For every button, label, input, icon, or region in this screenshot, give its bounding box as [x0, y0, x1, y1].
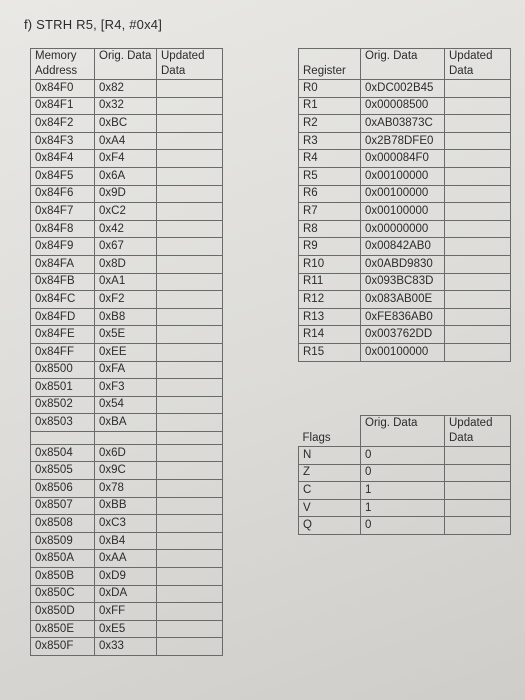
- orig-data-cell: 0x42: [95, 220, 157, 238]
- updated-data-cell[interactable]: [445, 291, 511, 309]
- orig-data-cell: 0xB8: [95, 308, 157, 326]
- table-row: [299, 150, 511, 168]
- orig-data-cell: 0: [361, 464, 445, 482]
- updated-data-cell[interactable]: [445, 238, 511, 256]
- flag-cell: C: [299, 482, 361, 500]
- updated-data-cell[interactable]: [157, 585, 223, 603]
- table-row: [299, 238, 511, 256]
- address-cell: 0x8506: [31, 480, 95, 498]
- orig-data-cell: 0x8D: [95, 255, 157, 273]
- table-row: [31, 638, 223, 656]
- table-row: [299, 167, 511, 185]
- updated-data-cell[interactable]: [157, 480, 223, 498]
- updated-data-cell[interactable]: [445, 255, 511, 273]
- orig-data-cell: 0x00000000: [361, 220, 445, 238]
- orig-data-cell: 0x00100000: [361, 203, 445, 221]
- table-row: [31, 343, 223, 361]
- orig-data-cell: 0xA1: [95, 273, 157, 291]
- orig-data-cell: 0xAB03873C: [361, 115, 445, 133]
- address-cell: 0x84F9: [31, 238, 95, 256]
- updated-data-cell[interactable]: [157, 132, 223, 150]
- updated-data-cell[interactable]: [157, 291, 223, 309]
- updated-data-cell[interactable]: [157, 379, 223, 397]
- orig-data-cell: 0xBA: [95, 414, 157, 432]
- updated-data-cell[interactable]: [157, 515, 223, 533]
- address-cell: 0x84F1: [31, 97, 95, 115]
- orig-data-cell: 0xF2: [95, 291, 157, 309]
- table-row: [299, 291, 511, 309]
- register-cell: R12: [299, 291, 361, 309]
- updated-data-cell[interactable]: [157, 603, 223, 621]
- table-row: [299, 185, 511, 203]
- address-cell: 0x8500: [31, 361, 95, 379]
- register-cell: R1: [299, 97, 361, 115]
- table-row: [31, 291, 223, 309]
- updated-data-cell[interactable]: [445, 167, 511, 185]
- table-row: [31, 620, 223, 638]
- table-row: [31, 515, 223, 533]
- table-row: [31, 603, 223, 621]
- flags-header: Flags: [299, 416, 361, 447]
- table-row: [299, 115, 511, 133]
- table-row: [299, 326, 511, 344]
- flags-table: [298, 415, 511, 535]
- address-cell: 0x850E: [31, 620, 95, 638]
- orig-data-cell: 0xC2: [95, 203, 157, 221]
- table-row: [31, 568, 223, 586]
- address-cell: 0x84F2: [31, 115, 95, 133]
- memory-address-header: Memory Address: [31, 49, 95, 80]
- orig-data-cell: 0xFE836AB0: [361, 308, 445, 326]
- updated-data-cell[interactable]: [445, 80, 511, 98]
- updated-data-cell[interactable]: [157, 238, 223, 256]
- address-cell: 0x84F4: [31, 150, 95, 168]
- updated-data-cell[interactable]: [157, 80, 223, 98]
- table-row: [299, 464, 511, 482]
- updated-data-cell[interactable]: [157, 150, 223, 168]
- address-cell: 0x84FA: [31, 255, 95, 273]
- updated-data-cell[interactable]: [157, 568, 223, 586]
- orig-data-cell: 0xDC002B45: [361, 80, 445, 98]
- table-row: [31, 238, 223, 256]
- memory-updated-data-header: Updated Data: [157, 49, 223, 80]
- orig-data-cell: 0x82: [95, 80, 157, 98]
- register-cell: R11: [299, 273, 361, 291]
- table-row: [31, 326, 223, 344]
- updated-data-cell[interactable]: [157, 444, 223, 462]
- table-row: [299, 343, 511, 361]
- address-cell: 0x84F0: [31, 80, 95, 98]
- orig-data-cell: 0x00100000: [361, 167, 445, 185]
- orig-data-cell: 0x6A: [95, 167, 157, 185]
- updated-data-cell[interactable]: [157, 414, 223, 432]
- orig-data-cell: 0xD9: [95, 568, 157, 586]
- register-cell: R10: [299, 255, 361, 273]
- updated-data-cell[interactable]: [157, 167, 223, 185]
- table-row: [299, 203, 511, 221]
- orig-data-cell: 1: [361, 482, 445, 500]
- orig-data-cell: 0x00100000: [361, 185, 445, 203]
- orig-data-cell: 0x093BC83D: [361, 273, 445, 291]
- table-row: [299, 447, 511, 465]
- table-row: [31, 414, 223, 432]
- updated-data-cell[interactable]: [157, 462, 223, 480]
- table-row: [31, 550, 223, 568]
- orig-data-cell: 0xAA: [95, 550, 157, 568]
- flag-cell: Q: [299, 517, 361, 535]
- updated-data-cell[interactable]: [157, 343, 223, 361]
- orig-data-cell: 0xC3: [95, 515, 157, 533]
- table-row: [299, 132, 511, 150]
- updated-data-cell[interactable]: [445, 203, 511, 221]
- table-row: [31, 150, 223, 168]
- table-row: [299, 499, 511, 517]
- orig-data-cell: 0xDA: [95, 585, 157, 603]
- address-cell: 0x84F6: [31, 185, 95, 203]
- orig-data-cell: 0xF3: [95, 379, 157, 397]
- updated-data-cell[interactable]: [445, 308, 511, 326]
- memory-table: [30, 48, 223, 656]
- gap-cell: [157, 431, 223, 444]
- table-row: [31, 480, 223, 498]
- updated-data-cell[interactable]: [157, 255, 223, 273]
- table-row: [299, 273, 511, 291]
- updated-data-cell[interactable]: [445, 326, 511, 344]
- table-row: [299, 220, 511, 238]
- orig-data-cell: 0xB4: [95, 532, 157, 550]
- address-cell: 0x8501: [31, 379, 95, 397]
- flag-cell: Z: [299, 464, 361, 482]
- updated-data-cell[interactable]: [157, 532, 223, 550]
- orig-data-cell: 0x33: [95, 638, 157, 656]
- orig-data-cell: 0x54: [95, 396, 157, 414]
- register-cell: R9: [299, 238, 361, 256]
- updated-data-cell[interactable]: [157, 203, 223, 221]
- register-cell: R15: [299, 343, 361, 361]
- orig-data-cell: 1: [361, 499, 445, 517]
- orig-data-cell: 0x00008500: [361, 97, 445, 115]
- register-header: Register: [299, 49, 361, 80]
- address-cell: 0x84FB: [31, 273, 95, 291]
- table-row: [31, 203, 223, 221]
- orig-data-cell: 0xBB: [95, 497, 157, 515]
- flags-updated-data-header: Updated Data: [445, 416, 511, 447]
- orig-data-cell: 0x9C: [95, 462, 157, 480]
- updated-data-cell[interactable]: [445, 482, 511, 500]
- table-row: [31, 97, 223, 115]
- address-cell: 0x850D: [31, 603, 95, 621]
- updated-data-cell[interactable]: [157, 97, 223, 115]
- flag-cell: N: [299, 447, 361, 465]
- flag-cell: V: [299, 499, 361, 517]
- updated-data-cell[interactable]: [445, 150, 511, 168]
- register-cell: R6: [299, 185, 361, 203]
- updated-data-cell[interactable]: [157, 308, 223, 326]
- table-row: [299, 255, 511, 273]
- updated-data-cell[interactable]: [157, 220, 223, 238]
- address-cell: 0x84F3: [31, 132, 95, 150]
- updated-data-cell[interactable]: [445, 132, 511, 150]
- orig-data-cell: 0xA4: [95, 132, 157, 150]
- table-row: [299, 80, 511, 98]
- updated-data-cell[interactable]: [157, 326, 223, 344]
- register-header-row: [299, 49, 511, 80]
- table-row: [299, 482, 511, 500]
- orig-data-cell: 0x6D: [95, 444, 157, 462]
- register-cell: R4: [299, 150, 361, 168]
- updated-data-cell[interactable]: [157, 550, 223, 568]
- updated-data-cell[interactable]: [157, 185, 223, 203]
- orig-data-cell: 0x9D: [95, 185, 157, 203]
- memory-header-row: [31, 49, 223, 80]
- orig-data-cell: 0x083AB00E: [361, 291, 445, 309]
- orig-data-cell: 0x00100000: [361, 343, 445, 361]
- orig-data-cell: 0x32: [95, 97, 157, 115]
- address-cell: 0x84F7: [31, 203, 95, 221]
- register-cell: R14: [299, 326, 361, 344]
- address-cell: 0x84F8: [31, 220, 95, 238]
- address-cell: 0x8505: [31, 462, 95, 480]
- orig-data-cell: 0xE5: [95, 620, 157, 638]
- updated-data-cell[interactable]: [445, 220, 511, 238]
- updated-data-cell[interactable]: [445, 97, 511, 115]
- table-row: [31, 462, 223, 480]
- table-row: [31, 308, 223, 326]
- updated-data-cell[interactable]: [445, 517, 511, 535]
- table-row: [31, 396, 223, 414]
- orig-data-cell: 0x000084F0: [361, 150, 445, 168]
- table-row: [31, 497, 223, 515]
- table-row: [299, 97, 511, 115]
- orig-data-cell: 0x0ABD9830: [361, 255, 445, 273]
- register-cell: R13: [299, 308, 361, 326]
- orig-data-cell: 0x003762DD: [361, 326, 445, 344]
- table-row: [31, 379, 223, 397]
- table-row: [31, 361, 223, 379]
- orig-data-cell: 0x67: [95, 238, 157, 256]
- address-cell: 0x8507: [31, 497, 95, 515]
- register-cell: R8: [299, 220, 361, 238]
- updated-data-cell[interactable]: [445, 464, 511, 482]
- table-row: [31, 167, 223, 185]
- orig-data-cell: 0: [361, 517, 445, 535]
- address-cell: 0x8502: [31, 396, 95, 414]
- memory-orig-data-header: Orig. Data: [95, 49, 157, 80]
- orig-data-cell: 0xFF: [95, 603, 157, 621]
- orig-data-cell: 0xBC: [95, 115, 157, 133]
- address-cell: 0x84F5: [31, 167, 95, 185]
- table-row: [31, 532, 223, 550]
- orig-data-cell: 0x5E: [95, 326, 157, 344]
- updated-data-cell[interactable]: [445, 273, 511, 291]
- updated-data-cell[interactable]: [445, 499, 511, 517]
- updated-data-cell[interactable]: [445, 115, 511, 133]
- address-cell: 0x8509: [31, 532, 95, 550]
- updated-data-cell[interactable]: [157, 273, 223, 291]
- register-updated-data-header: Updated Data: [445, 49, 511, 80]
- table-row: [31, 115, 223, 133]
- orig-data-cell: 0x00842AB0: [361, 238, 445, 256]
- table-row: [31, 132, 223, 150]
- updated-data-cell[interactable]: [157, 638, 223, 656]
- table-gap: [31, 431, 223, 444]
- address-cell: 0x8508: [31, 515, 95, 533]
- table-row: [299, 308, 511, 326]
- orig-data-cell: 0xEE: [95, 343, 157, 361]
- table-row: [31, 80, 223, 98]
- table-row: [31, 220, 223, 238]
- register-cell: R2: [299, 115, 361, 133]
- register-cell: R0: [299, 80, 361, 98]
- flags-orig-data-header: Orig. Data: [361, 416, 445, 447]
- table-row: [31, 444, 223, 462]
- register-orig-data-header: Orig. Data: [361, 49, 445, 80]
- updated-data-cell[interactable]: [445, 447, 511, 465]
- updated-data-cell[interactable]: [157, 115, 223, 133]
- page-title: f) STRH R5, [R4, #0x4]: [24, 17, 163, 32]
- gap-cell: [31, 431, 95, 444]
- address-cell: 0x8504: [31, 444, 95, 462]
- orig-data-cell: 0xF4: [95, 150, 157, 168]
- flags-header-row: [299, 416, 511, 447]
- register-cell: R5: [299, 167, 361, 185]
- updated-data-cell[interactable]: [157, 396, 223, 414]
- address-cell: 0x850C: [31, 585, 95, 603]
- table-row: [299, 517, 511, 535]
- updated-data-cell[interactable]: [445, 185, 511, 203]
- register-cell: R3: [299, 132, 361, 150]
- updated-data-cell[interactable]: [157, 361, 223, 379]
- table-row: [31, 255, 223, 273]
- address-cell: 0x84FC: [31, 291, 95, 309]
- orig-data-cell: 0xFA: [95, 361, 157, 379]
- address-cell: 0x850B: [31, 568, 95, 586]
- address-cell: 0x84FD: [31, 308, 95, 326]
- table-row: [31, 185, 223, 203]
- gap-cell: [95, 431, 157, 444]
- address-cell: 0x8503: [31, 414, 95, 432]
- orig-data-cell: 0x2B78DFE0: [361, 132, 445, 150]
- table-row: [31, 585, 223, 603]
- orig-data-cell: 0: [361, 447, 445, 465]
- address-cell: 0x84FF: [31, 343, 95, 361]
- updated-data-cell[interactable]: [157, 497, 223, 515]
- register-cell: R7: [299, 203, 361, 221]
- address-cell: 0x84FE: [31, 326, 95, 344]
- orig-data-cell: 0x78: [95, 480, 157, 498]
- register-table: [298, 48, 511, 362]
- table-row: [31, 273, 223, 291]
- address-cell: 0x850F: [31, 638, 95, 656]
- address-cell: 0x850A: [31, 550, 95, 568]
- updated-data-cell[interactable]: [157, 620, 223, 638]
- updated-data-cell[interactable]: [445, 343, 511, 361]
